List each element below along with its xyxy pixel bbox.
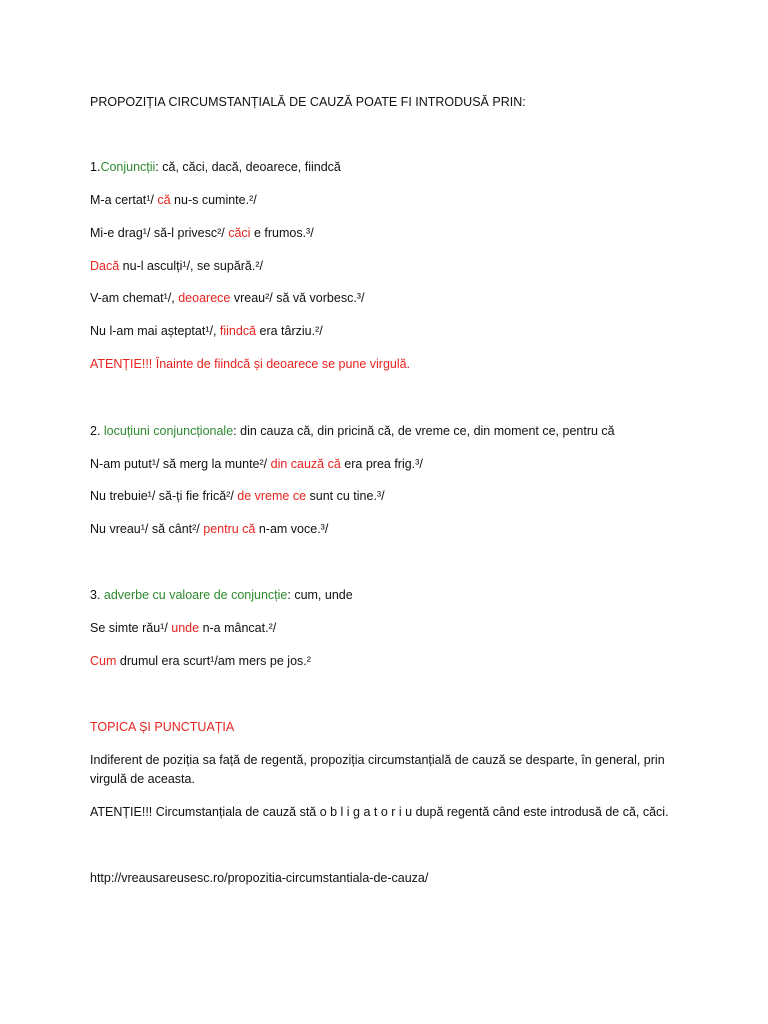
- example-keyword: Cum: [90, 654, 117, 668]
- example-text: drumul era scurt¹/am mers pe jos.²: [116, 654, 311, 668]
- example-keyword: de vreme ce: [237, 489, 307, 503]
- section-1-note: ATENȚIE!!! Înainte de fiindcă și deoarece se pune virgulă.: [90, 357, 411, 371]
- example-line: [90, 225, 314, 241]
- section-3-number: 3.: [90, 588, 104, 602]
- example-line: [90, 258, 263, 274]
- section-1-label: Conjuncții: [100, 160, 156, 174]
- example-line: [90, 456, 423, 472]
- example-keyword: din cauză că: [270, 457, 341, 471]
- example-text: e frumos.³/: [250, 226, 314, 240]
- example-text: n-am voce.³/: [255, 522, 329, 536]
- section-1-heading: [90, 159, 341, 175]
- section-3-list: : cum, unde: [287, 588, 353, 602]
- section-2-heading: [90, 423, 615, 439]
- section-3-label: adverbe cu valoare de conjuncție: [103, 588, 288, 602]
- example-line: [90, 488, 385, 504]
- example-line: [90, 323, 323, 339]
- example-keyword: unde: [171, 621, 200, 635]
- example-line: [90, 620, 276, 636]
- example-text: vreau²/ să vă vorbesc.³/: [230, 291, 365, 305]
- section-3-heading: [90, 587, 353, 603]
- topica-paragraph: Indiferent de poziția sa față de regentă, propoziția circumstanțială de cauză se desparte, în general, prin virgulă de aceasta.: [90, 753, 665, 786]
- source-link[interactable]: http://vreausareusesc.ro/propozitia-circumstantiala-de-cauza/: [90, 871, 429, 885]
- example-text: Nu vreau¹/ să cânt²/: [90, 522, 204, 536]
- example-text: Nu l-am mai așteptat¹/,: [90, 324, 220, 338]
- example-line: [90, 653, 311, 669]
- example-text: N-am putut¹/ să merg la munte²/: [90, 457, 271, 471]
- example-text: nu-s cuminte.²/: [170, 193, 257, 207]
- example-text: Nu trebuie¹/ să-ți fie frică²/: [90, 489, 238, 503]
- example-text: sunt cu tine.³/: [306, 489, 385, 503]
- example-line: [90, 290, 364, 306]
- section-2-list: : din cauza că, din pricină că, de vreme ce, din moment ce, pentru că: [233, 424, 615, 438]
- section-1-list: : că, căci, dacă, deoarece, fiindcă: [155, 160, 341, 174]
- example-text: era târziu.²/: [256, 324, 323, 338]
- example-keyword: căci: [228, 226, 251, 240]
- example-keyword: pentru că: [203, 522, 256, 536]
- section-2-number: 2.: [90, 424, 104, 438]
- example-text: Mi-e drag¹/ să-l privesc²/: [90, 226, 229, 240]
- topica-note: ATENȚIE!!! Circumstanțiala de cauză stă o b l i g a t o r i u după regentă când este introdusă de că, căci.: [90, 805, 669, 819]
- example-keyword: deoarece: [178, 291, 231, 305]
- example-line: [90, 192, 257, 208]
- example-text: nu-l asculți¹/, se supără.²/: [119, 259, 263, 273]
- example-keyword: Dacă: [90, 259, 120, 273]
- example-keyword: că: [157, 193, 171, 207]
- example-text: n-a mâncat.²/: [199, 621, 277, 635]
- example-text: V-am chemat¹/,: [90, 291, 179, 305]
- section-2-label: locuțiuni conjuncționale: [103, 424, 234, 438]
- topica-heading: TOPICA ȘI PUNCTUAȚIA: [90, 720, 235, 734]
- section-1-number: 1.: [90, 160, 101, 174]
- example-text: Se simte rău¹/: [90, 621, 172, 635]
- example-line: [90, 521, 328, 537]
- example-text: M-a certat¹/: [90, 193, 158, 207]
- example-keyword: fiindcă: [219, 324, 257, 338]
- page-title: PROPOZIȚIA CIRCUMSTANȚIALĂ DE CAUZĂ POATE FI INTRODUSĂ PRIN:: [90, 95, 526, 109]
- example-text: era prea frig.³/: [340, 457, 423, 471]
